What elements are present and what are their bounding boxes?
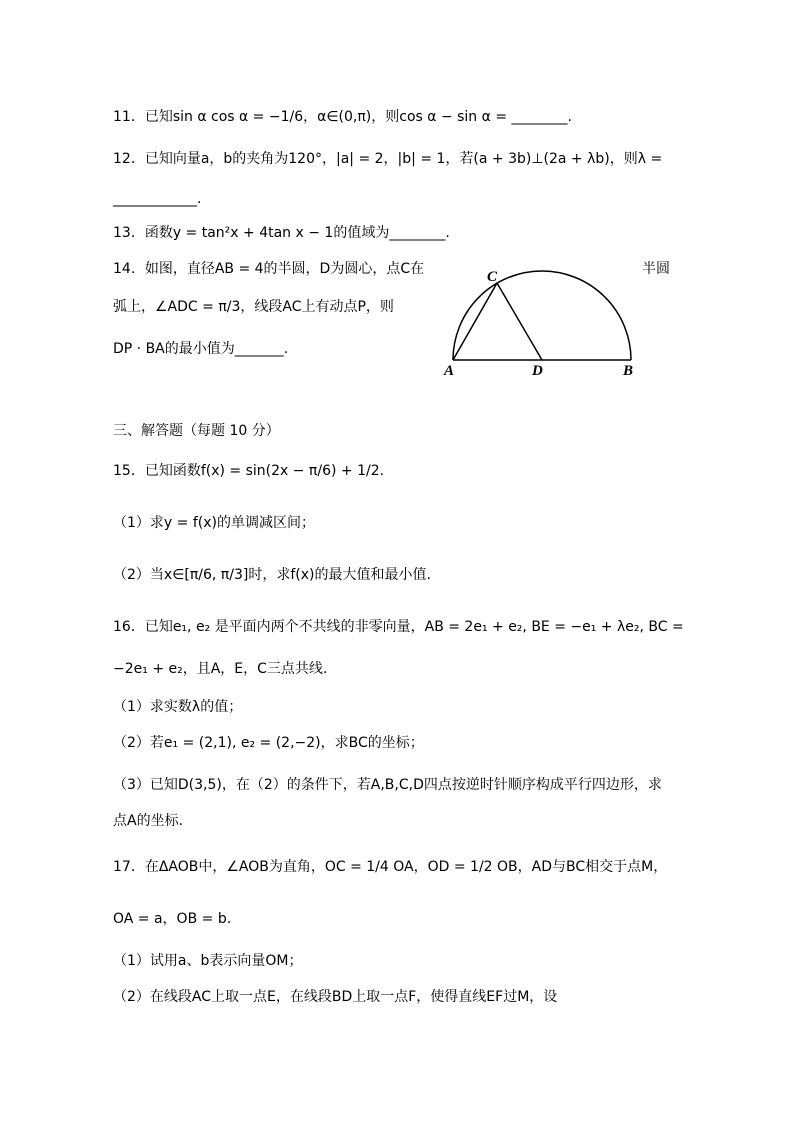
problem-15-stem: 15．已知函数f(x) = sin(2x − π/6) + 1/2.: [113, 463, 385, 479]
segment-CD: [497, 283, 542, 360]
label-A: A: [444, 363, 455, 379]
problem-17-q1: （1）试用a、b表示向量OM；: [113, 953, 303, 969]
problem-16-q3b: 点A的坐标.: [113, 813, 184, 829]
problem-16-q2: （2）若e₁ = (2,1), e₂ = (2,−2)，求BC的坐标；: [113, 735, 424, 751]
problem-12-line2: ____________.: [113, 191, 202, 207]
problem-14-line1: 14．如图，直径AB = 4的半圆，D为圆心，点C在: [113, 261, 425, 277]
problem-17-q2: （2）在线段AC上取一点E，在线段BD上取一点F，使得直线EF过M，设: [113, 989, 558, 1005]
problem-13: 13．函数y = tan²x + 4tan x − 1的值域为________.: [113, 225, 450, 241]
label-B: B: [623, 363, 634, 379]
semicircle-arc: [453, 271, 631, 360]
semicircle-figure: [440, 262, 650, 382]
problem-11: 11．已知sin α cos α = −1/6，α∈(0,π)，则cos α − sin α = ________.: [113, 109, 572, 125]
problem-16-q1: （1）求实数λ的值；: [113, 699, 243, 715]
problem-12-line1: 12．已知向量a，b的夹角为120°，|a| = 2，|b| = 1，若(a + 3b)⊥(2a + λb)，则λ =: [113, 151, 663, 167]
section-title: 三、解答题（每题 10 分）: [113, 423, 280, 439]
problem-16-line2: −2e₁ + e₂，且A，E，C三点共线.: [113, 661, 328, 677]
problem-15-q1: （1）求y = f(x)的单调减区间；: [113, 515, 315, 531]
segment-AC: [453, 283, 497, 360]
problem-17-line2: OA = a，OB = b.: [113, 911, 232, 927]
label-C: C: [487, 269, 498, 285]
semicircle-svg: [440, 262, 650, 382]
problem-17-line1: 17．在ΔAOB中，∠AOB为直角，OC = 1/4 OA，OD = 1/2 OB，AD与BC相交于点M，: [113, 859, 668, 875]
problem-16-q3a: （3）已知D(3,5)，在（2）的条件下，若A,B,C,D四点按逆时针顺序构成平行四边形，求: [113, 777, 662, 793]
problem-16-line1: 16．已知e₁, e₂ 是平面内两个不共线的非零向量，AB = 2e₁ + e₂, BE = −e₁ + λe₂, BC =: [113, 619, 684, 635]
problem-15-q2: （2）当x∈[π/6, π/3]时，求f(x)的最大值和最小值.: [113, 567, 431, 583]
problem-14-line2: 弧上，∠ADC = π/3，线段AC上有动点P，则: [113, 299, 394, 315]
problem-14-line3: DP · BA的最小值为_______.: [113, 341, 289, 357]
problem-14-line1-right: 半圆: [642, 261, 670, 277]
label-D: D: [532, 363, 543, 379]
